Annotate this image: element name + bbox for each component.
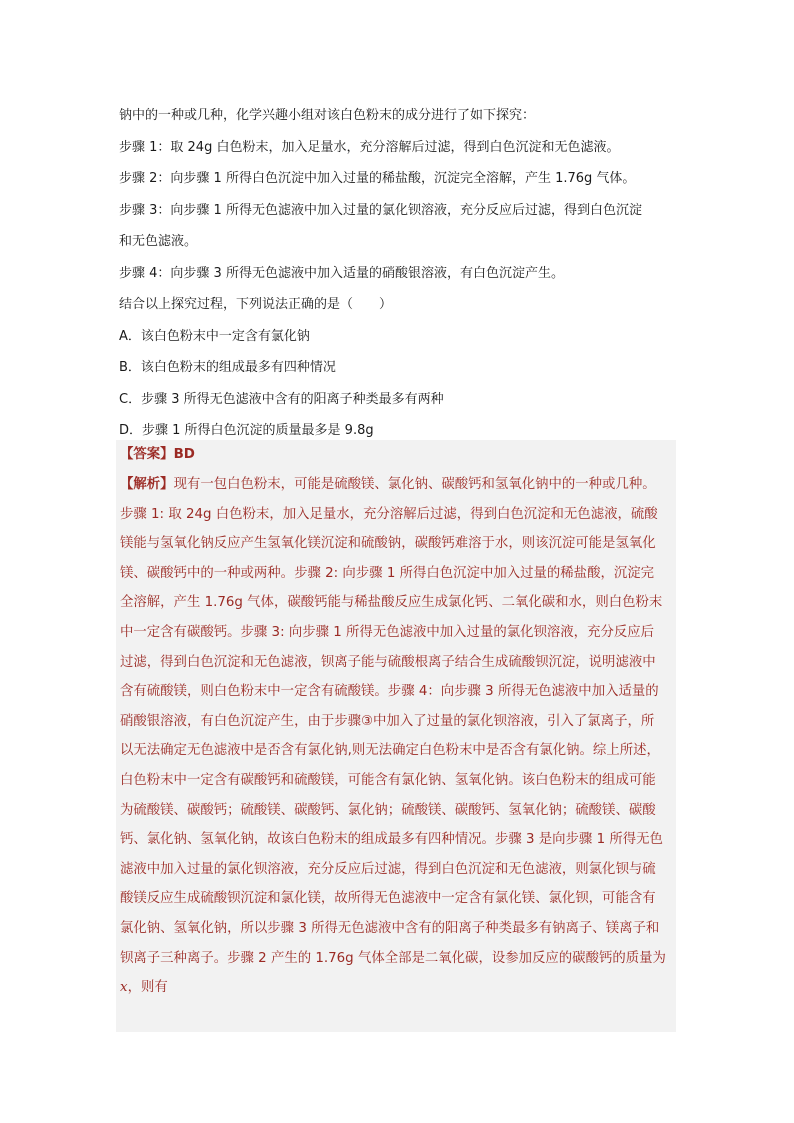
question-step-1: 步骤 1：取 24g 白色粉末，加入足量水，充分溶解后过滤，得到白色沉淀和无色滤液。 xyxy=(119,139,620,155)
answer-line xyxy=(120,440,676,470)
option-a: A．该白色粉末中一定含有氯化钠 xyxy=(119,328,310,344)
analysis-line: 酸镁反应生成硫酸钡沉淀和氯化镁，故所得无色滤液中一定含有氯化镁、氯化钡，可能含有 xyxy=(120,891,656,907)
option-b: B．该白色粉末的组成最多有四种情况 xyxy=(119,360,336,375)
option-c: C．步骤 3 所得无色滤液中含有的阳离子种类最多有两种 xyxy=(119,391,444,407)
analysis-line: 钡离子三种离子。步骤 2 产生的 1.76g 气体全部是二氧化碳，设参加反应的碳酸钙的质量为 xyxy=(120,950,666,966)
analysis-line: 硝酸银溶液，有白色沉淀产生，由于步骤③中加入了过量的氯化钡溶液，引入了氯离子，所 xyxy=(120,713,655,729)
analysis-line: 镁、碳酸钙中的一种或两种。步骤 2: 向步骤 1 所得白色沉淀中加入过量的稀盐酸，沉淀完 xyxy=(120,565,655,581)
question-step-2: 步骤 2：向步骤 1 所得白色沉淀中加入过量的稀盐酸，沉淀完全溶解，产生 1.76g 气体。 xyxy=(119,171,636,186)
analysis-line: 钙、氯化钠、氢氧化钠，故该白色粉末的组成最多有四种情况。步骤 3 是向步骤 1 所得无色 xyxy=(120,832,663,848)
analysis-line: 全溶解，产生 1.76g 气体，碳酸钙能与稀盐酸反应生成氯化钙、二氧化碳和水，则白色粉末 xyxy=(120,595,663,611)
analysis-line: 白色粉末中一定含有碳酸钙和硫酸镁，可能含有氯化钠、氢氧化钠。该白色粉末的组成可能 xyxy=(120,772,656,788)
analysis-last-line xyxy=(120,973,676,1003)
analysis-line: 含有硫酸镁，则白色粉末中一定含有硫酸镁。步骤 4：向步骤 3 所得无色滤液中加入适量的 xyxy=(120,684,659,700)
analysis-first-line xyxy=(120,470,676,500)
analysis-line: 为硫酸镁、碳酸钙；硫酸镁、碳酸钙、氯化钠；硫酸镁、碳酸钙、氢氧化钠；硫酸镁、碳酸 xyxy=(120,802,656,818)
answer-label: 【答案】 xyxy=(120,447,174,462)
question-step-4: 步骤 4：向步骤 3 所得无色滤液中加入适量的硝酸银溶液，有白色沉淀产生。 xyxy=(119,265,564,281)
analysis-line: 中一定含有碳酸钙。步骤 3: 向步骤 1 所得无色滤液中加入过量的氯化钡溶液，充分反应后 xyxy=(120,624,655,640)
question-block xyxy=(119,100,679,447)
analysis-line: 滤液中加入过量的氯化钡溶液，充分反应后过滤，得到白色沉淀和无色滤液，则氯化钡与硫 xyxy=(120,861,656,877)
question-prompt: 结合以上探究过程，下列说法正确的是（ ） xyxy=(119,297,393,312)
analysis-text: 现有一包白色粉末，可能是硫酸镁、氯化钠、碳酸钙和氢氧化钠中的一种或几种。 xyxy=(173,477,656,492)
question-line: 钠中的一种或几种，化学兴趣小组对该白色粉末的成分进行了如下探究： xyxy=(119,108,536,123)
analysis-tail: ，则有 xyxy=(127,980,168,996)
answer-value: BD xyxy=(173,447,195,462)
analysis-line: 步骤 1: 取 24g 白色粉末，加入足量水，充分溶解后过滤，得到白色沉淀和无色滤液，硫酸 xyxy=(120,506,658,522)
variable-x: x xyxy=(120,980,128,996)
question-step-3-cont: 和无色滤液。 xyxy=(119,234,198,249)
analysis-label: 【解析】 xyxy=(120,477,174,492)
option-d: D．步骤 1 所得白色沉淀的质量最多是 9.8g xyxy=(119,423,374,438)
question-step-3: 步骤 3：向步骤 1 所得无色滤液中加入过量的氯化钡溶液，充分反应后过滤，得到白色沉淀 xyxy=(119,202,642,218)
analysis-line: 镁能与氢氧化钠反应产生氢氧化镁沉淀和硫酸钠，碳酸钙难溶于水，则该沉淀可能是氢氧化 xyxy=(120,536,656,552)
answer-analysis-box xyxy=(116,440,676,1032)
analysis-line: 过滤，得到白色沉淀和无色滤液，钡离子能与硫酸根离子结合生成硫酸钡沉淀，说明滤液中 xyxy=(120,654,656,670)
analysis-line: 氯化钠、氢氧化钠，所以步骤 3 所得无色滤液中含有的阳离子种类最多有钠离子、镁离子和 xyxy=(120,920,660,936)
analysis-line: 以无法确定无色滤液中是否含有氯化钠,则无法确定白色粉末中是否含有氯化钠。综上所述， xyxy=(120,743,660,759)
